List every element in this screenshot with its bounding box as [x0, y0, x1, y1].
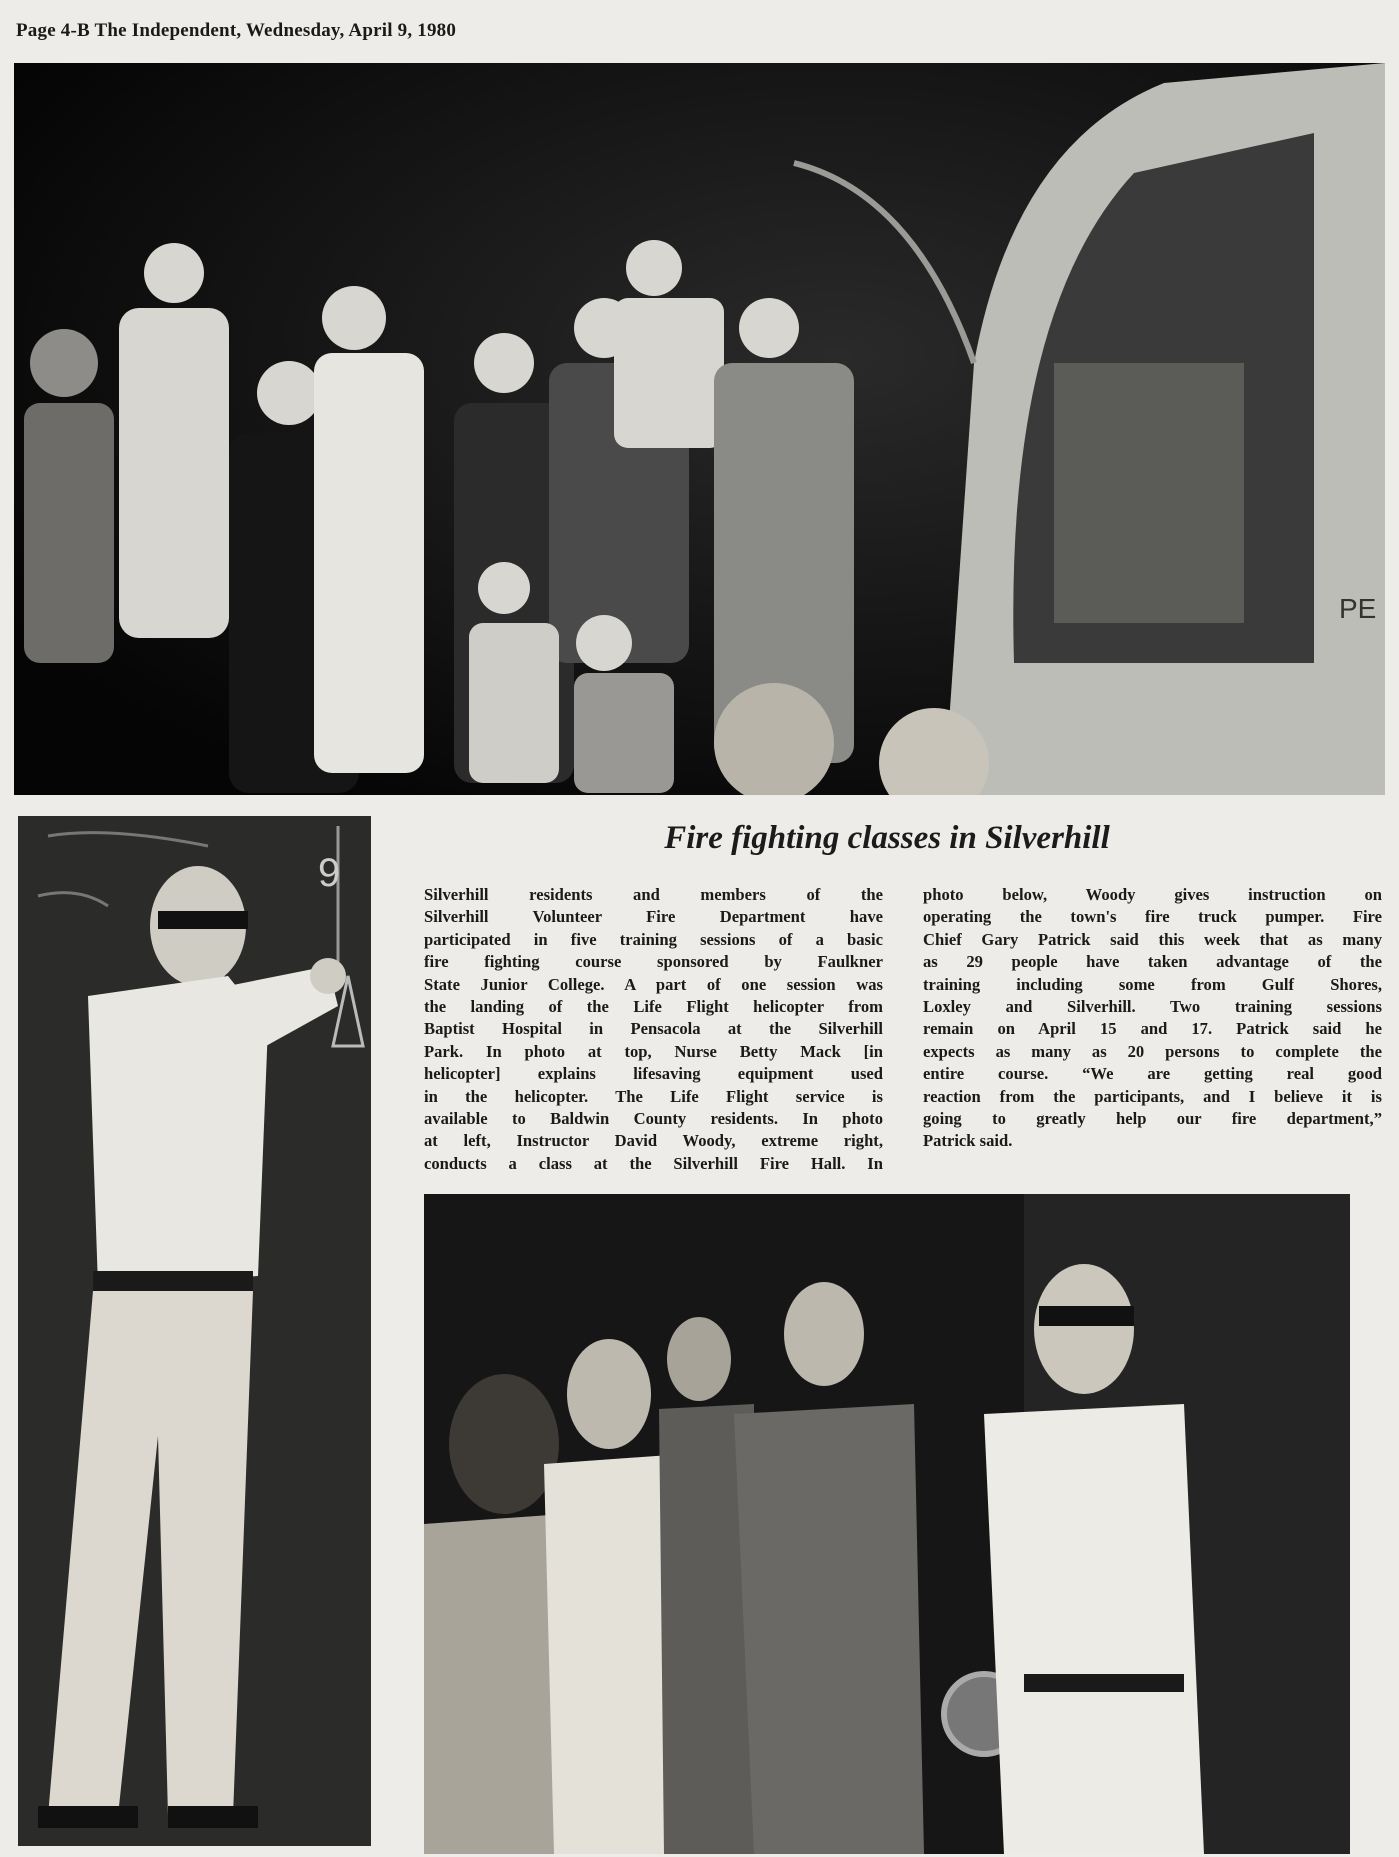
- article-line: remain on April 15 and 17. Patrick said he: [923, 1019, 1382, 1039]
- article-line: Patrick said.: [923, 1131, 1013, 1151]
- helicopter-marking: PE: [1339, 593, 1377, 624]
- photo-fire-truck-group: [424, 1194, 1350, 1854]
- article-line: fire fighting course sponsored by Faulkner: [424, 952, 883, 972]
- article-line: participated in five training sessions of a basic: [424, 929, 883, 949]
- chalkboard-figure: 9: [318, 851, 341, 895]
- instructor-image: [18, 816, 371, 1846]
- article-line: expects as many as 20 persons to complete the: [923, 1041, 1382, 1061]
- article-line: operating the town's fire truck pumper. Fire: [923, 907, 1382, 927]
- article-line: Chief Gary Patrick said this week that as many: [923, 929, 1382, 949]
- article-line: at left, Instructor David Woody, extreme right,: [424, 1131, 883, 1151]
- article-line: available to Baldwin County residents. In photo: [424, 1109, 883, 1129]
- photo-instructor-chalkboard: [18, 816, 371, 1846]
- article-line: going to greatly help our fire department,”: [923, 1109, 1382, 1129]
- page-header: Page 4-B The Independent, Wednesday, April 9, 1980: [16, 20, 457, 41]
- article-column-2: [923, 884, 1382, 1175]
- article-line: entire course. “We are getting real good: [923, 1064, 1382, 1084]
- article-line: conducts a class at the Silverhill Fire Hall. In: [424, 1153, 883, 1173]
- article-line: in the helicopter. The Life Flight service is: [424, 1086, 883, 1106]
- fire-truck-group-image: [424, 1194, 1350, 1854]
- article-line: as 29 people have taken advantage of the: [923, 952, 1382, 972]
- article-line: Loxley and Silverhill. Two training sessions: [923, 997, 1382, 1017]
- article-column-1: [424, 884, 883, 1175]
- article-line: the landing of the Life Flight helicopter from: [424, 997, 883, 1017]
- article-line: Park. In photo at top, Nurse Betty Mack [in: [424, 1041, 883, 1061]
- article-line: State Junior College. A part of one session was: [424, 974, 883, 994]
- helicopter-crowd-image: [14, 63, 1385, 795]
- article-line: Baptist Hospital in Pensacola at the Silverhill: [424, 1019, 883, 1039]
- photo-helicopter-crowd: [14, 63, 1385, 795]
- article-line: photo below, Woody gives instruction on: [923, 885, 1382, 904]
- article-line: training including some from Gulf Shores,: [923, 974, 1382, 994]
- article-line: helicopter] explains lifesaving equipment used: [424, 1064, 883, 1084]
- article-line: Silverhill Volunteer Fire Department have: [424, 907, 883, 927]
- article-body: [424, 884, 1382, 1175]
- article-line: reaction from the participants, and I believe it is: [923, 1086, 1382, 1106]
- article-line: Silverhill residents and members of the: [424, 885, 883, 904]
- article-headline: Fire fighting classes in Silverhill: [664, 820, 1110, 856]
